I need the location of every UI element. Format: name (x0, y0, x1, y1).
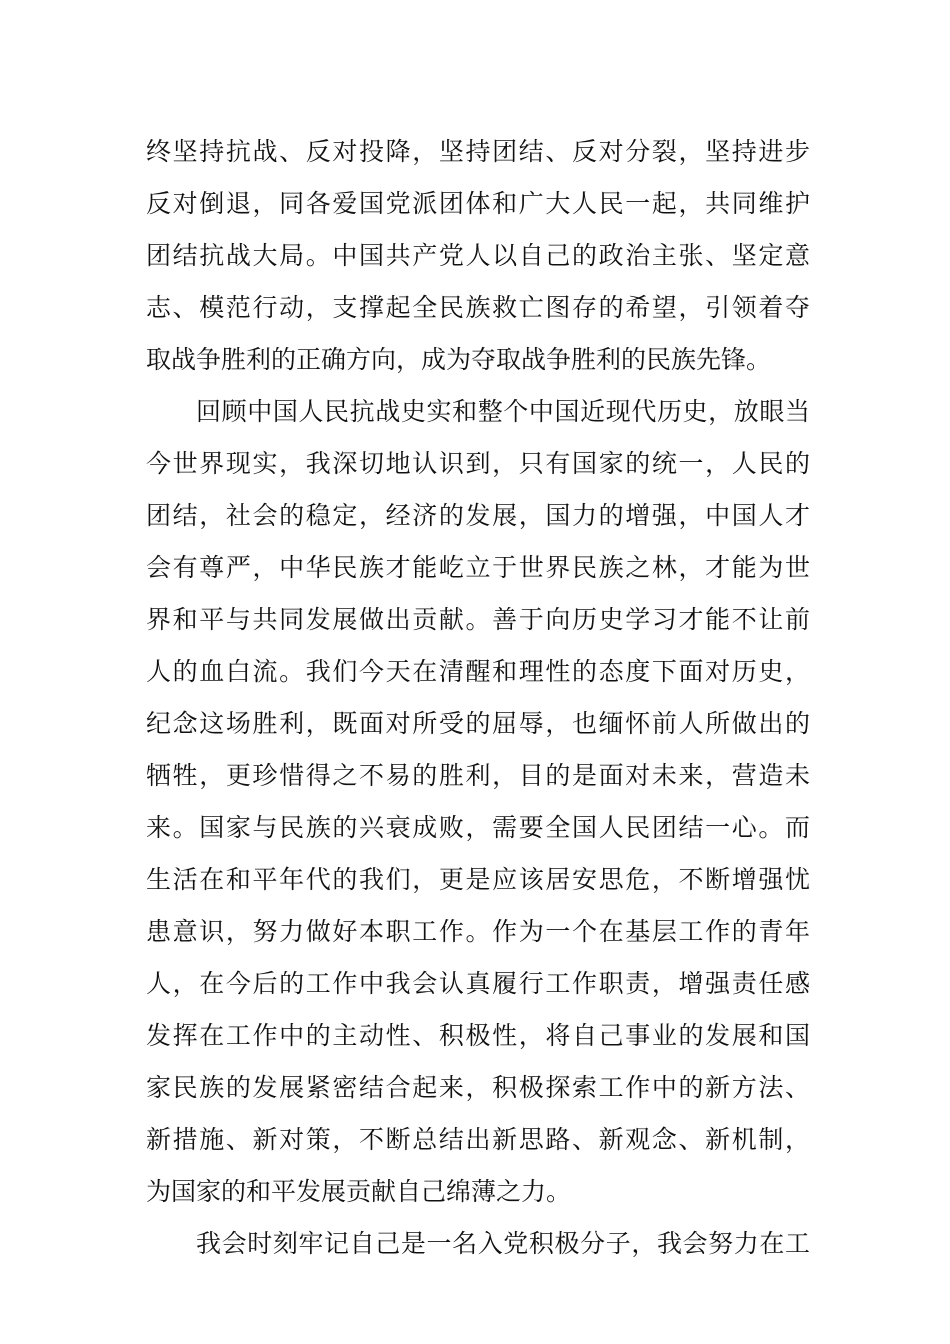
paragraph-line: 家民族的发展紧密结合起来，积极探索工作中的新方法、 (146, 1073, 810, 1102)
paragraph-line: 纪念这场胜利，既面对所受的屈辱，也缅怀前人所做出的 (146, 709, 810, 738)
paragraph-line: 患意识，努力做好本职工作。作为一个在基层工作的青年 (146, 917, 810, 946)
paragraph-line: 来。国家与民族的兴衰成败，需要全国人民团结一心。而 (146, 813, 810, 842)
paragraph-line: 志、模范行动，支撑起全民族救亡图存的希望，引领着夺 (146, 293, 810, 322)
paragraph-line: 反对倒退，同各爱国党派团体和广大人民一起，共同维护 (146, 189, 810, 218)
paragraph-line: 牺牲，更珍惜得之不易的胜利，目的是面对未来，营造未 (146, 761, 810, 790)
paragraph-line: 人的血白流。我们今天在清醒和理性的态度下面对历史， (146, 657, 810, 686)
paragraph-1 (146, 126, 810, 386)
paragraph-line: 生活在和平年代的我们，更是应该居安思危，不断增强忧 (146, 865, 810, 894)
paragraph-line: 会有尊严，中华民族才能屹立于世界民族之林，才能为世 (146, 553, 810, 582)
paragraph-2 (146, 386, 810, 1218)
paragraph-line: 人，在今后的工作中我会认真履行工作职责，增强责任感 (146, 969, 810, 998)
paragraph-line: 终坚持抗战、反对投降，坚持团结、反对分裂，坚持进步 (146, 137, 810, 166)
document-body (146, 126, 810, 1270)
paragraph-line: 为国家的和平发展贡献自己绵薄之力。 (146, 1177, 572, 1206)
paragraph-line: 团结抗战大局。中国共产党人以自己的政治主张、坚定意 (146, 241, 810, 270)
paragraph-line: 发挥在工作中的主动性、积极性，将自己事业的发展和国 (146, 1021, 810, 1050)
paragraph-line: 今世界现实，我深切地认识到，只有国家的统一，人民的 (146, 449, 810, 478)
paragraph-line: 新措施、新对策，不断总结出新思路、新观念、新机制， (146, 1125, 810, 1154)
paragraph-3 (146, 1218, 810, 1270)
paragraph-line: 团结，社会的稳定，经济的发展，国力的增强，中国人才 (146, 501, 810, 530)
paragraph-line: 回顾中国人民抗战史实和整个中国近现代历史，放眼当 (196, 397, 810, 426)
paragraph-line: 取战争胜利的正确方向，成为夺取战争胜利的民族先锋。 (146, 345, 772, 374)
paragraph-line: 界和平与共同发展做出贡献。善于向历史学习才能不让前 (146, 605, 810, 634)
paragraph-line: 我会时刻牢记自己是一名入党积极分子，我会努力在工 (196, 1229, 810, 1258)
